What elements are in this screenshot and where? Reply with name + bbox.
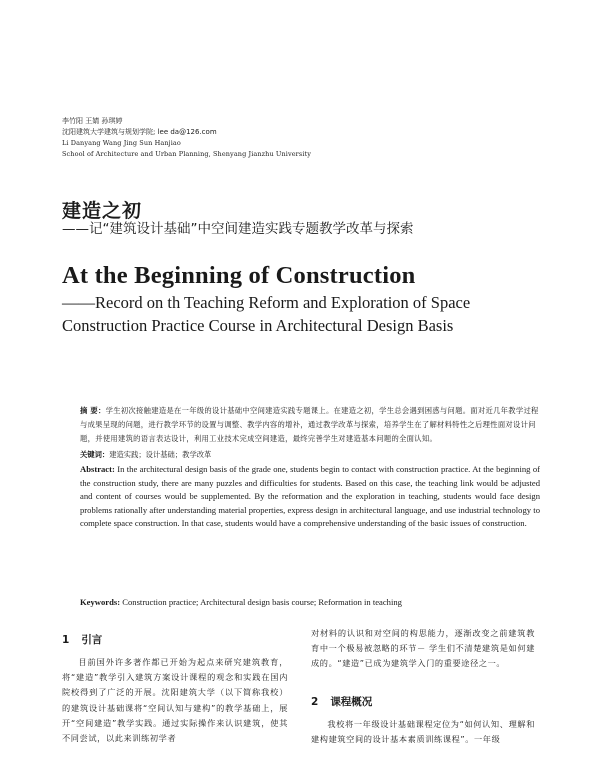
abstract-en-label: Abstract: [80,464,115,474]
section-2-heading [311,694,372,709]
subtitle-en: ——Record on th Teaching Reform and Exploration of Space Construction Practice Course in Architectural Design Basis [62,293,471,335]
keywords-zh-text: 建造实践；设计基础；教学改革 [109,450,212,459]
section-1-body [62,655,288,767]
section-2-number: 2 [311,696,319,708]
title-zh: 建造之初 [62,200,143,222]
keywords-zh-label: 关键词： [80,450,110,459]
author-names-en: Li Danyang Wang Jing Sun Hanjiao [62,139,181,147]
author-names-zh: 李竹阳 王婧 孙琪婷 [62,117,123,125]
section-2-title: 课程概况 [330,696,373,708]
author-affiliation-zh: 沈阳建筑大学建筑与规划学院; lee da@126.com [62,128,217,136]
section-1-title: 引言 [81,634,103,646]
author-affiliation-en: School of Architecture and Urban Planning, Shenyang Jianzhu University [62,150,311,158]
section-1-continued [311,626,535,672]
abstract-en-text: In the architectural design basis of the grade one, students begin to contact with construction practice. At the beginning of the construction study, there are many puzzles and difficulties for students. Based on this case, the teaching link would be adjusted and content of courses would be supplemented. By the reformation and the exploration in teaching, students would face design problems rationally after understanding material properties, express design in architectural language, and use industrial technology to complete space construction. In that case, students would have a comprehensive understanding of the basic issues of construction. [80,464,540,528]
section-2-paragraph-1: 我校将一年级设计基础课程定位为“如何认知、理解和建构建筑空间的设计基本素质训练课程”。一年级 [311,719,535,745]
section-2-body [311,717,535,767]
abstract-en [80,463,540,531]
section-1-number: 1 [62,634,70,646]
section-1-paragraph-1: 目前国外许多著作都已开始为起点来研究建筑教育，将“建造”教学引入建筑方案设计课程的观念和实践在国内院校得到了广泛的开展。沈阳建筑大学（以下简称我校）的建筑设计基础课将“空间认知与建构”的教学基础上，展开“空间建造”教学实践。通过实际操作来认识建筑，使其不同尝试，以此来训练初学者 [62,657,288,744]
section-1-paragraph-2: 对材料的认识和对空间的构思能力，逐渐改变之前建筑教育中一个极易被忽略的环节－ 学生们不清楚建筑是如何建成的。“建造”已成为建筑学入门的重要途径之一。 [311,628,535,669]
abstract-zh [80,404,540,446]
keywords-en-text: Construction practice; Architectural design basis course; Reformation in teaching [122,597,402,607]
abstract-zh-label: 摘 要： [80,406,106,415]
title-en: At the Beginning of Construction [62,262,416,289]
keywords-en-label: Keywords: [80,597,121,607]
abstract-zh-text: 学生初次接触建造是在一年级的设计基础中空间建造实践专题课上。在建造之初，学生总会遇到困惑与问题。面对近几年教学过程与成果呈现的问题，进行教学环节的设置与调整、教学内容的增补，通过教学改革与探索，培养学生在了解材料特性之后理性面对设计问题，并使用建筑的语言表达设计，利用工业技术完成空间建造，最终完善学生对建造基本问题的全面认知。 [80,406,539,443]
keywords-en [80,597,550,607]
section-1-heading [62,632,102,647]
keywords-zh [80,450,540,460]
author-block [62,116,311,160]
subtitle-zh: ——记“建筑设计基础”中空间建造实践专题教学改革与探索 [62,221,414,237]
